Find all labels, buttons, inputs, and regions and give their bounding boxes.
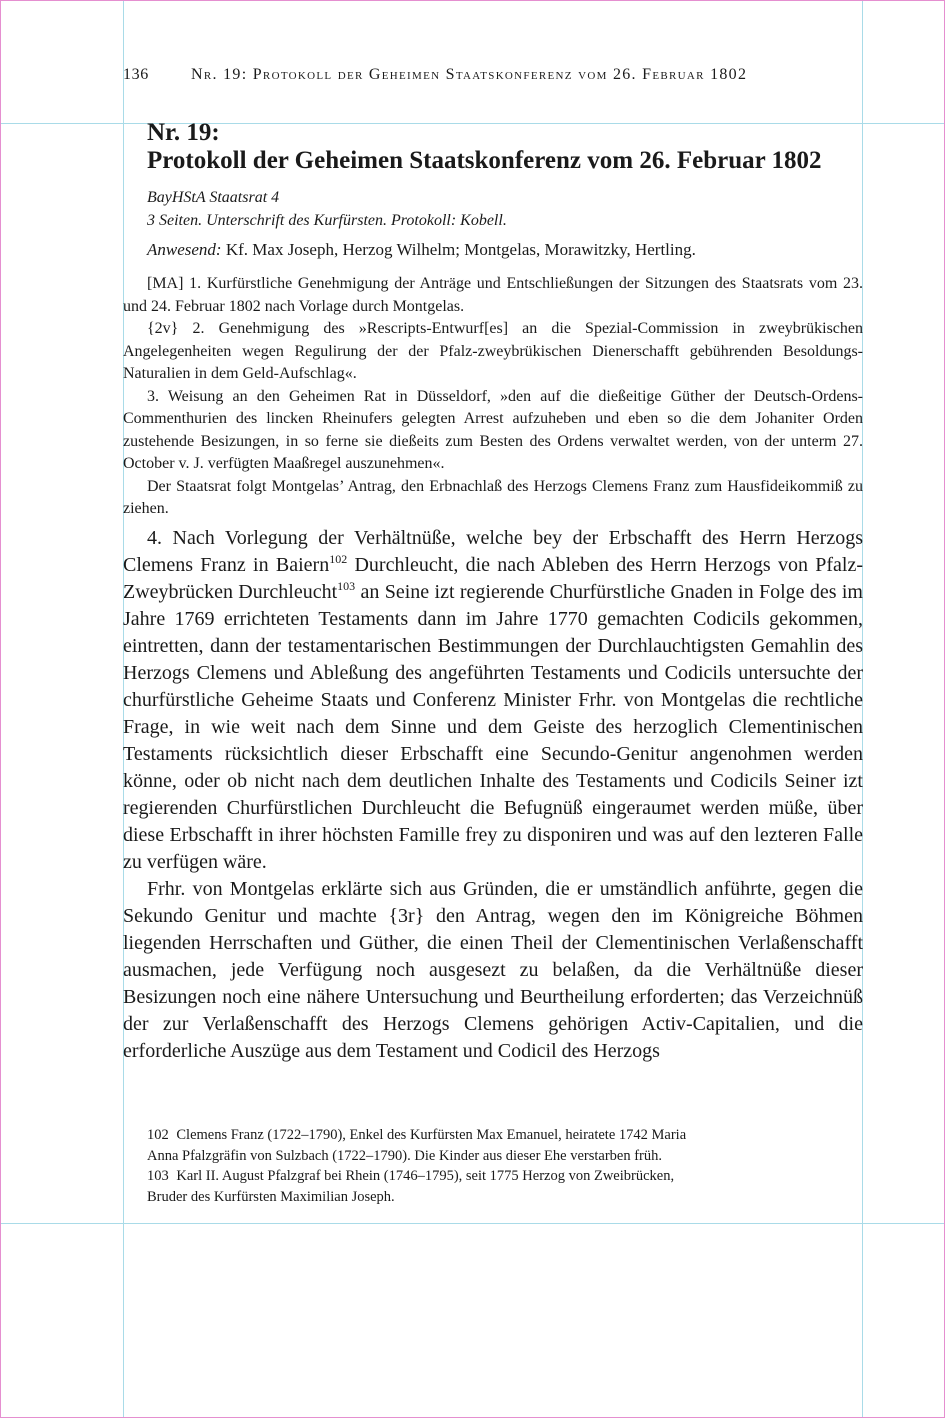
protocol-text-segment: Durchleucht, die nach Ableben des Herrn Herzogs von Pfalz-Zweybrücken Durchleucht (123, 553, 863, 603)
protocol-text-segment: an Seine izt regierende Churfürstliche Gnaden in Folge des im Jahre 1769 errichteten Testaments dann im Jahre 1770 gemachten Codicils gekommen, eintretten, dann der testamentarischen Bestimmungen der Durchlauchtigsten Gemahlin des Herzogs Clemens und Ableßung des angeführten Testaments und Codicils untersuchte der churfürstliche Geheime Staats und Conferenz Minister Frhr. von Montgelas die rechtliche Frage, in wie weit nach dem Sinne und dem Geiste des herzoglich Clementinischen Testaments rücksichtlich dieser Erbschafft eine Secundo-Genitur angenohmen werden könne, oder ob nicht nach dem deutlichen Inhalte des Testaments und Codicils Seiner izt regierenden Churfürstlichen Durchleucht die Befugnüß eingeraumet werden müße, über diese Erbschafft in ihrer höchsten Famille frey zu disponiren und was auf den lezteren Falle zu verfügen wäre. (123, 580, 863, 873)
protocol-text (123, 525, 863, 1065)
text-block (123, 119, 863, 1065)
footnote-text: Karl II. August Pfalzgraf bei Rhein (1746–1795), seit 1775 Herzog von Zweibrücken, Bruder des Kurfürsten Maximilian Joseph. (147, 1168, 675, 1205)
document-number: Nr. 19: (147, 119, 220, 146)
source-info (147, 186, 863, 232)
document-title (147, 119, 863, 175)
running-head-title: Nr. 19: Protokoll der Geheimen Staatskonferenz vom 26. Februar 1802 (191, 66, 748, 83)
footnote (147, 1166, 692, 1207)
document-description: 3 Seiten. Unterschrift des Kurfürsten. Protokoll: Kobell. (147, 212, 507, 229)
guide-line-bottom (0, 1223, 945, 1224)
attendance-line (147, 238, 863, 262)
protocol-paragraph: Frhr. von Montgelas erklärte sich aus Gründen, die er umständlich anführte, gegen die Sekundo Genitur und machte {3r} den Antrag, wegen den im Königreiche Böhmen liegenden Herrschaften und Güther, die einen Theil der Clementinischen Verlaßenschafft ausmachen, jede Verfügung noch ausgesezt zu belaßen, da die Verhältnüße dieser Besizungen noch eine nähere Untersuchung und Beurtheilung erforderten; das Verzeichnüß der zur Verlaßenschafft des Herzogs Clemens gehörigen Activ-Capitalien, und die erforderliche Auszüge aus dem Testament und Codicil des Herzogs (123, 877, 863, 1062)
page-number: 136 (123, 66, 149, 83)
attendance-label: Anwesend: (147, 240, 222, 259)
footnote-number: 103 (147, 1168, 169, 1184)
summary-section (123, 273, 863, 521)
footnote-text: Clemens Franz (1722–1790), Enkel des Kurfürsten Max Emanuel, heiratete 1742 Maria Anna Pfalzgräfin von Sulzbach (1722–1790). Die Kinder aus dieser Ehe verstarben früh. (147, 1127, 687, 1164)
attendance-names: Kf. Max Joseph, Herzog Wilhelm; Montgelas, Morawitzky, Hertling. (221, 240, 696, 259)
footnote (147, 1125, 692, 1166)
running-head (123, 66, 863, 84)
protocol-paragraph (123, 525, 863, 876)
document-heading: Protokoll der Geheimen Staatskonferenz vom 26. Februar 1802 (147, 147, 822, 174)
archive-reference: BayHStA Staatsrat 4 (147, 189, 280, 206)
footnote-ref-102[interactable]: 102 (329, 551, 348, 566)
summary-paragraph: Der Staatsrat folgt Montgelas’ Antrag, den Erbnachlaß des Herzogs Clemens Franz zum Hausfideikommiß zu ziehen. (123, 477, 863, 517)
footnotes (147, 1125, 692, 1207)
summary-paragraph: 3. Weisung an den Geheimen Rat in Düsseldorf, »den auf die dießeitige Güther der Deutsch-Ordens-Commenthurien des lincken Rheinufers gelegten Arrest aufzuheben und eben so die dem Johaniter Orden zustehende Besizungen, in so ferne sie dießeits zum Besten des Ordens verwaltet werden, von der unterm 27. October v. J. verfügten Maaßregel auszunehmen«. (123, 387, 863, 472)
footnote-number: 102 (147, 1127, 169, 1143)
protocol-text-segment: 4. Nach Vorlegung der Verhältnüße, welche bey der Erbschafft des Herrn Herzogs Clemens Franz in Baiern (123, 526, 863, 576)
summary-paragraph: [MA] 1. Kurfürstliche Genehmigung der Anträge und Entschließungen der Sitzungen des Staatsrats vom 23. und 24. Februar 1802 nach Vorlage durch Montgelas. (123, 275, 863, 315)
summary-paragraph: {2v} 2. Genehmigung des »Rescripts-Entwurf[es] an die Spezial-Commission in zweybrükischen Angelegenheiten wegen Regulirung der der Pfalz-zweybrükischen Dienerschafft gebührenden Besoldungs-Naturalien in dem Geld-Aufschlag«. (123, 320, 863, 382)
footnote-ref-103[interactable]: 103 (337, 578, 356, 593)
